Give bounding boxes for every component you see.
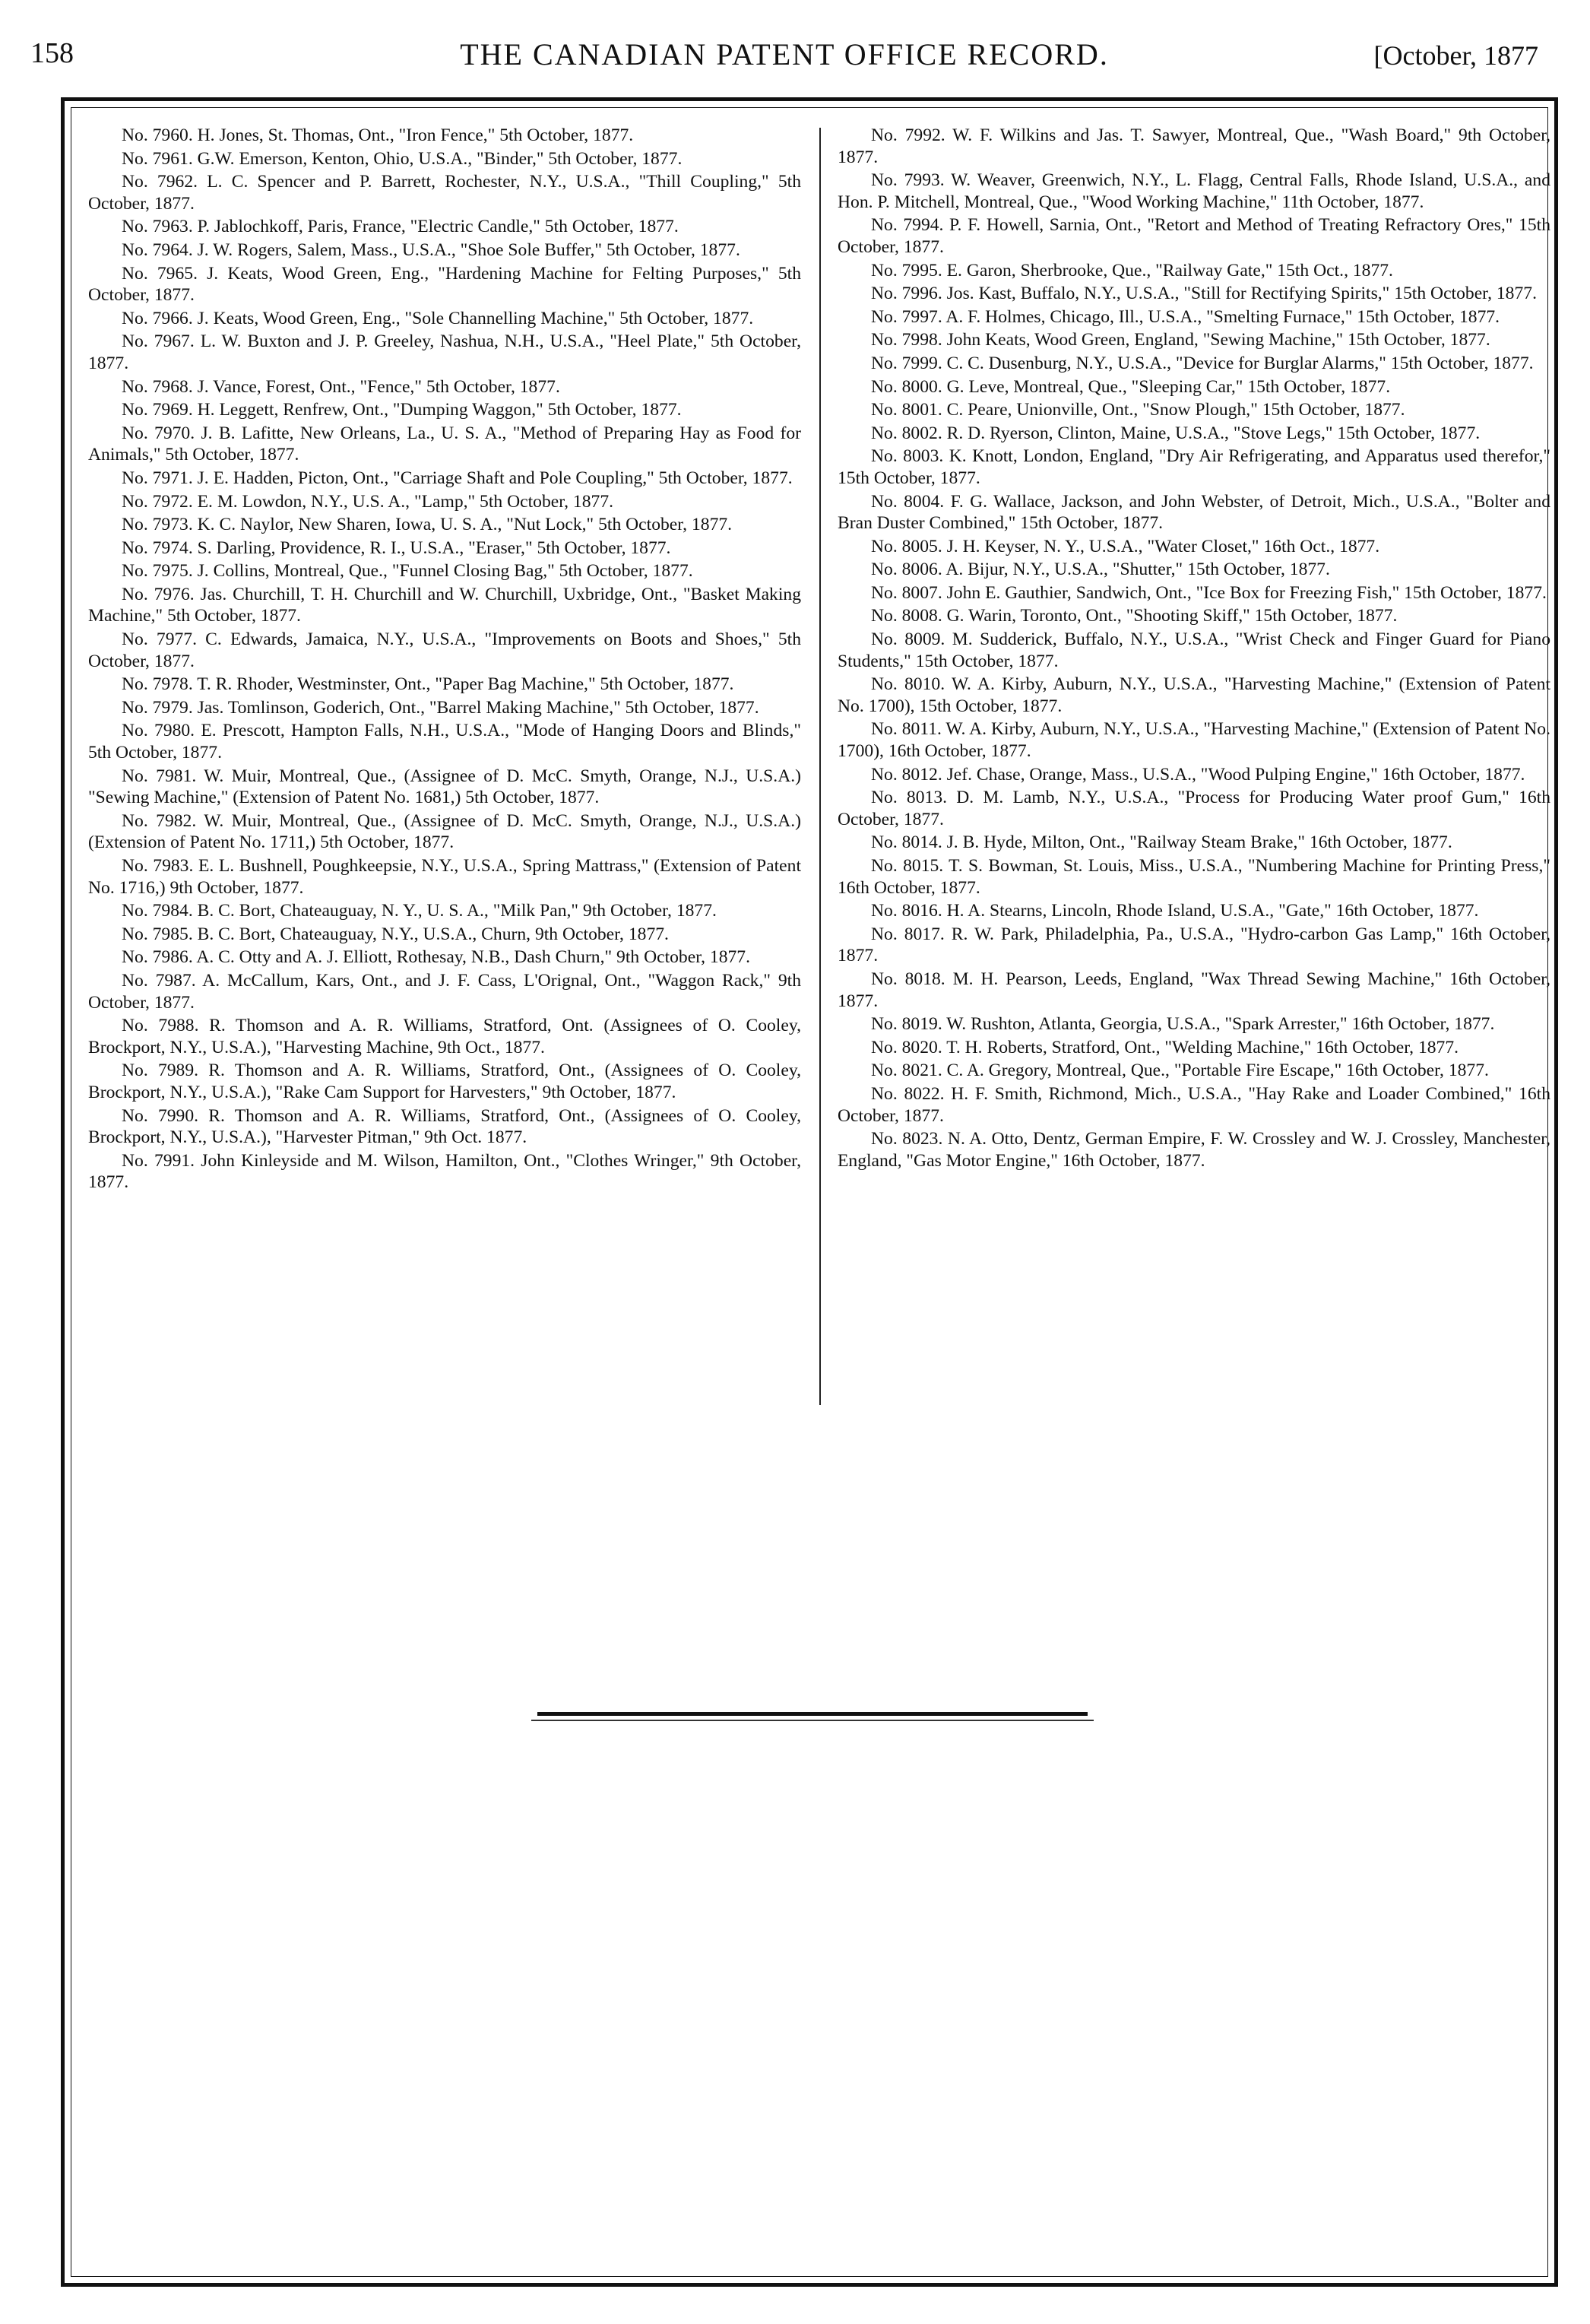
patent-entry: No. 7986. A. C. Otty and A. J. Elliott, Rothesay, N.B., Dash Churn," 9th October, 1877. — [122, 947, 751, 968]
patent-entry: No. 8001. C. Peare, Unionville, Ont., "Snow Plough," 15th October, 1877. — [871, 400, 1405, 420]
patent-entry: No. 7976. Jas. Churchill, T. H. Churchill and W. Churchill, Uxbridge, Ont., "Basket Making Machine," 5th October, 1877. — [88, 584, 801, 626]
patent-entry: No. 7985. B. C. Bort, Chateauguay, N.Y., U.S.A., Churn, 9th October, 1877. — [122, 924, 669, 944]
patent-entry: No. 7981. W. Muir, Montreal, Que., (Assignee of D. McC. Smyth, Orange, N.J., U.S.A.) "Sewing Machine," (Extension of Patent No. 1681,) 5th October, 1877. — [88, 766, 801, 808]
patent-entry: No. 8021. C. A. Gregory, Montreal, Que., "Portable Fire Escape," 16th October, 1877. — [871, 1061, 1489, 1081]
patent-entry: No. 8011. W. A. Kirby, Auburn, N.Y., U.S.A., "Harvesting Machine," (Extension of Patent No. 1700), 16th October, 1877. — [838, 719, 1550, 762]
patent-entry: No. 7972. E. M. Lowdon, N.Y., U.S. A., "Lamp," 5th October, 1877. — [122, 491, 614, 512]
patent-entry: No. 7980. E. Prescott, Hampton Falls, N.H., U.S.A., "Mode of Hanging Doors and Blinds," 5th October, 1877. — [88, 721, 801, 763]
patent-entry: No. 7968. J. Vance, Forest, Ont., "Fence," 5th October, 1877. — [122, 376, 560, 397]
patent-entry: No. 8004. F. G. Wallace, Jackson, and John Webster, of Detroit, Mich., U.S.A., "Bolter and Bran Duster Combined," 15th October, 1877. — [838, 491, 1550, 534]
end-rule-thick — [537, 1712, 1088, 1716]
patent-entry: No. 7996. Jos. Kast, Buffalo, N.Y., U.S.A., "Still for Rectifying Spirits," 15th October, 1877. — [871, 284, 1537, 304]
patent-entry: No. 7992. W. F. Wilkins and Jas. T. Sawyer, Montreal, Que., "Wash Board," 9th October, 1877. — [838, 125, 1550, 167]
patent-entry: No. 7994. P. F. Howell, Sarnia, Ont., "Retort and Method of Treating Refractory Ores," 15th October, 1877. — [838, 215, 1550, 257]
patent-entry: No. 7978. T. R. Rhoder, Westminster, Ont., "Paper Bag Machine," 5th October, 1877. — [122, 674, 734, 695]
patent-entry: No. 7983. E. L. Bushnell, Poughkeepsie, N.Y., U.S.A., Spring Mattrass," (Extension of Patent No. 1716,) 9th October, 1877. — [88, 856, 801, 898]
patent-entry: No. 7962. L. C. Spencer and P. Barrett, Rochester, N.Y., U.S.A., "Thill Coupling," 5th October, 1877. — [88, 172, 801, 214]
patent-entry: No. 8006. A. Bijur, N.Y., U.S.A., "Shutter," 15th October, 1877. — [871, 560, 1330, 580]
patent-entry: No. 7975. J. Collins, Montreal, Que., "Funnel Closing Bag," 5th October, 1877. — [122, 561, 693, 582]
patent-entry: No. 8017. R. W. Park, Philadelphia, Pa., U.S.A., "Hydro-carbon Gas Lamp," 16th October, 1877. — [838, 924, 1550, 966]
patent-entry: No. 8010. W. A. Kirby, Auburn, N.Y., U.S.A., "Harvesting Machine," (Extension of Patent No. 1700), 15th October, 1877. — [838, 674, 1550, 716]
patent-entry: No. 8003. K. Knott, London, England, "Dry Air Refrigerating, and Apparatus used therefor," 15th October, 1877. — [838, 446, 1550, 488]
patent-entry: No. 7984. B. C. Bort, Chateauguay, N. Y., U. S. A., "Milk Pan," 9th October, 1877. — [122, 901, 717, 921]
patent-entry: No. 7999. C. C. Dusenburg, N.Y., U.S.A., "Device for Burglar Alarms," 15th October, 1877. — [871, 353, 1534, 373]
page-frame-inner — [71, 107, 1548, 2277]
patent-entry: No. 8020. T. H. Roberts, Stratford, Ont., "Welding Machine," 16th October, 1877. — [871, 1037, 1459, 1057]
patent-entry: No. 8014. J. B. Hyde, Milton, Ont., "Railway Steam Brake," 16th October, 1877. — [871, 832, 1452, 853]
patent-entry: No. 7982. W. Muir, Montreal, Que., (Assignee of D. McC. Smyth, Orange, N.J., U.S.A.) (Extension of Patent No. 1711,) 5th October, 1877. — [88, 810, 801, 853]
patent-entry: No. 8005. J. H. Keyser, N. Y., U.S.A., "Water Closet," 16th Oct., 1877. — [871, 536, 1380, 556]
patent-entry: No. 7966. J. Keats, Wood Green, Eng., "Sole Channelling Machine," 5th October, 1877. — [122, 308, 754, 328]
right-column — [838, 125, 1550, 1173]
patent-entry: No. 7963. P. Jablochkoff, Paris, France, "Electric Candle," 5th October, 1877. — [122, 217, 679, 237]
patent-entry: No. 8015. T. S. Bowman, St. Louis, Miss., U.S.A., "Numbering Machine for Printing Press," 16th October, 1877. — [838, 856, 1550, 898]
patent-entry: No. 7989. R. Thomson and A. R. Williams, Stratford, Ont., (Assignees of O. Cooley, Brockport, N.Y., U.S.A.), "Rake Cam Support for Harvesters," 9th October, 1877. — [88, 1061, 801, 1102]
patent-entry: No. 8019. W. Rushton, Atlanta, Georgia, U.S.A., "Spark Arrester," 16th October, 1877. — [871, 1014, 1495, 1035]
patent-entry: No. 7990. R. Thomson and A. R. Williams, Stratford, Ont., (Assignees of O. Cooley, Brockport, N.Y., U.S.A.), "Harvester Pitman," 9th Oct. 1877. — [88, 1105, 801, 1148]
patent-entry: No. 8009. M. Sudderick, Buffalo, N.Y., U.S.A., "Wrist Check and Finger Guard for Piano Students," 15th October, 1877. — [838, 629, 1550, 671]
patent-entry: No. 7967. L. W. Buxton and J. P. Greeley, Nashua, N.H., U.S.A., "Heel Plate," 5th October, 1877. — [88, 331, 801, 373]
page-header — [30, 36, 1538, 82]
page-title: THE CANADIAN PATENT OFFICE RECORD. — [460, 37, 1109, 71]
patent-entry: No. 8000. G. Leve, Montreal, Que., "Sleeping Car," 15th October, 1877. — [871, 376, 1391, 397]
patent-entry: No. 8023. N. A. Otto, Dentz, German Empire, F. W. Crossley and W. J. Crossley, Manchester, England, "Gas Motor Engine," 16th October, 1877. — [838, 1129, 1550, 1171]
patent-entry: No. 8018. M. H. Pearson, Leeds, England, "Wax Thread Sewing Machine," 16th October, 1877. — [838, 969, 1550, 1011]
patent-entry: No. 7977. C. Edwards, Jamaica, N.Y., U.S.A., "Improvements on Boots and Shoes," 5th October, 1877. — [88, 629, 801, 671]
patent-entry: No. 7961. G.W. Emerson, Kenton, Ohio, U.S.A., "Binder," 5th October, 1877. — [122, 148, 683, 169]
patent-entry: No. 8007. John E. Gauthier, Sandwich, Ont., "Ice Box for Freezing Fish," 15th October, 1877. — [871, 582, 1547, 603]
patent-entry: No. 8008. G. Warin, Toronto, Ont., "Shooting Skiff," 15th October, 1877. — [871, 606, 1398, 626]
patent-entry: No. 7974. S. Darling, Providence, R. I., U.S.A., "Eraser," 5th October, 1877. — [122, 537, 671, 558]
patent-entry: No. 7979. Jas. Tomlinson, Goderich, Ont., "Barrel Making Machine," 5th October, 1877. — [122, 697, 759, 718]
patent-entry: No. 7960. H. Jones, St. Thomas, Ont., "Iron Fence," 5th October, 1877. — [122, 125, 634, 145]
left-column — [88, 125, 801, 1195]
patent-entry: No. 7969. H. Leggett, Renfrew, Ont., "Dumping Waggon," 5th October, 1877. — [122, 400, 682, 420]
patent-entry: No. 7998. John Keats, Wood Green, England, "Sewing Machine," 15th October, 1877. — [871, 330, 1490, 350]
patent-entry: No. 7964. J. W. Rogers, Salem, Mass., U.S.A., "Shoe Sole Buffer," 5th October, 1877. — [122, 239, 740, 260]
patent-entry: No. 7973. K. C. Naylor, New Sharen, Iowa, U. S. A., "Nut Lock," 5th October, 1877. — [122, 515, 733, 535]
patent-entry: No. 8022. H. F. Smith, Richmond, Mich., U.S.A., "Hay Rake and Loader Combined," 16th October, 1877. — [838, 1083, 1550, 1126]
patent-entry: No. 7970. J. B. Lafitte, New Orleans, La., U. S. A., "Method of Preparing Hay as Food for Animals," 5th October, 1877. — [88, 423, 801, 465]
patent-entry: No. 7965. J. Keats, Wood Green, Eng., "Hardening Machine for Felting Purposes," 5th October, 1877. — [88, 263, 801, 306]
patent-entry: No. 7997. A. F. Holmes, Chicago, Ill., U.S.A., "Smelting Furnace," 15th October, 1877. — [871, 306, 1500, 327]
end-rule — [531, 1712, 1094, 1721]
patent-entry: No. 7991. John Kinleyside and M. Wilson, Hamilton, Ont., "Clothes Wringer," 9th October, 1877. — [88, 1150, 801, 1193]
patent-entry: No. 8012. Jef. Chase, Orange, Mass., U.S.A., "Wood Pulping Engine," 16th October, 1877. — [871, 764, 1525, 785]
patent-entry: No. 7987. A. McCallum, Kars, Ont., and J. F. Cass, L'Orignal, Ont., "Waggon Rack," 9th October, 1877. — [88, 970, 801, 1013]
patent-entry: No. 8013. D. M. Lamb, N.Y., U.S.A., "Process for Producing Water proof Gum," 16th October, 1877. — [838, 788, 1550, 829]
page-frame — [61, 97, 1558, 2287]
column-divider — [819, 128, 821, 1405]
patent-entry: No. 8016. H. A. Stearns, Lincoln, Rhode Island, U.S.A., "Gate," 16th October, 1877. — [871, 901, 1479, 921]
patent-entry: No. 7971. J. E. Hadden, Picton, Ont., "Carriage Shaft and Pole Coupling," 5th October, 1877. — [122, 468, 793, 488]
patent-entry: No. 7988. R. Thomson and A. R. Williams, Stratford, Ont. (Assignees of O. Cooley, Brockport, N.Y., U.S.A.), "Harvesting Machine, 9th Oct., 1877. — [88, 1016, 801, 1057]
page-number: 158 — [30, 37, 74, 69]
page-date: [October, 1877 — [1373, 40, 1538, 71]
patent-entry: No. 7993. W. Weaver, Greenwich, N.Y., L. Flagg, Central Falls, Rhode Island, U.S.A., and Hon. P. Mitchell, Montreal, Que., "Wood Working Machine," 11th October, 1877. — [838, 170, 1550, 212]
patent-entry: No. 7995. E. Garon, Sherbrooke, Que., "Railway Gate," 15th Oct., 1877. — [871, 260, 1393, 281]
patent-entry: No. 8002. R. D. Ryerson, Clinton, Maine, U.S.A., "Stove Legs," 15th October, 1877. — [871, 423, 1481, 443]
end-rule-thin — [531, 1720, 1094, 1721]
